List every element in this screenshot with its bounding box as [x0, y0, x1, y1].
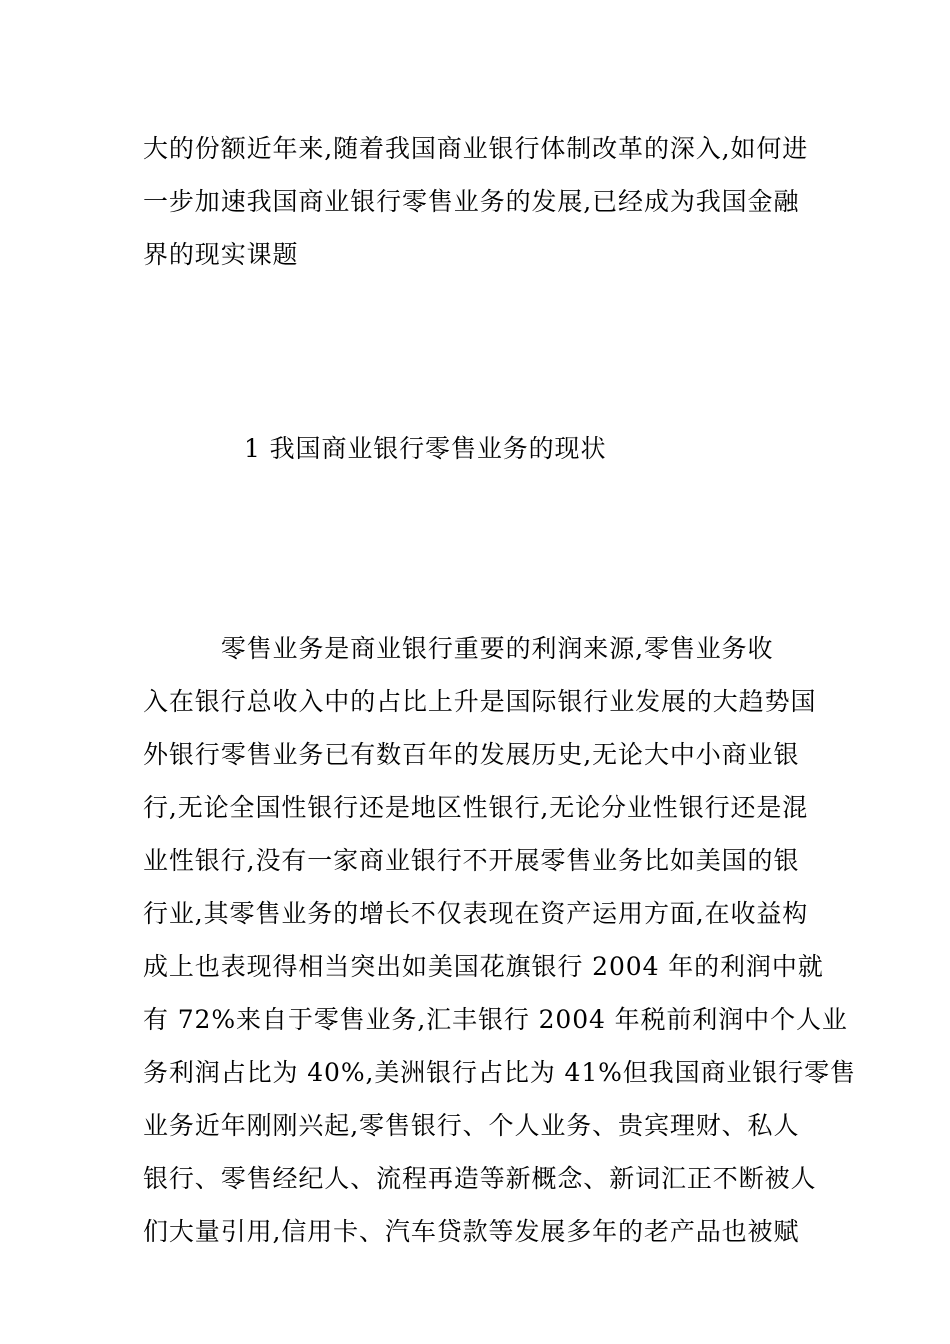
text-line: 业务近年刚刚兴起,零售银行、个人业务、贵宾理财、私人 — [143, 1111, 800, 1140]
text-line: 行,无论全国性银行还是地区性银行,无论分业性银行还是混 — [143, 793, 809, 822]
text-line: 一步加速我国商业银行零售业务的发展,已经成为我国金融 — [143, 187, 800, 216]
section-heading: 1 我国商业银行零售业务的现状 — [244, 434, 607, 463]
paragraph-intro — [143, 122, 815, 281]
text-line: 零售业务是商业银行重要的利润来源,零售业务收 — [143, 634, 774, 663]
text-line: 有 72%来自于零售业务,汇丰银行 2004 年税前利润中个人业 — [143, 1005, 848, 1034]
paragraph-retail-status — [143, 622, 856, 1258]
text-line: 成上也表现得相当突出如美国花旗银行 2004 年的利润中就 — [143, 952, 824, 981]
text-line: 大的份额近年来,随着我国商业银行体制改革的深入,如何进 — [143, 134, 809, 163]
text-line: 行业,其零售业务的增长不仅表现在资产运用方面,在收益构 — [143, 899, 809, 928]
text-line: 入在银行总收入中的占比上升是国际银行业发展的大趋势国 — [143, 687, 817, 716]
text-line: 界的现实课题 — [143, 240, 299, 269]
text-line: 业性银行,没有一家商业银行不开展零售业务比如美国的银 — [143, 846, 800, 875]
text-line: 们大量引用,信用卡、汽车贷款等发展多年的老产品也被赋 — [143, 1217, 800, 1246]
text-line: 银行、零售经纪人、流程再造等新概念、新词汇正不断被人 — [143, 1164, 817, 1193]
text-line: 务利润占比为 40%,美洲银行占比为 41%但我国商业银行零售 — [143, 1058, 856, 1087]
text-line: 外银行零售业务已有数百年的发展历史,无论大中小商业银 — [143, 740, 800, 769]
